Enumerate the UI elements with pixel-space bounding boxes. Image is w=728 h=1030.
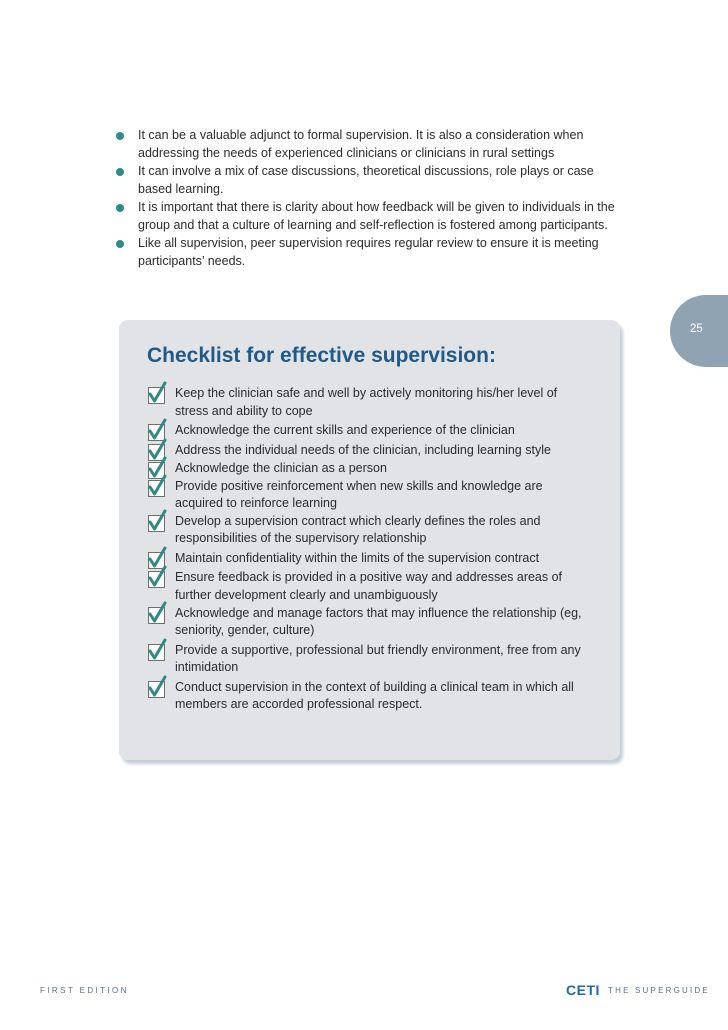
checklist-item (146, 460, 586, 478)
bullet-item (116, 127, 616, 162)
bullet-dot-icon (116, 132, 124, 140)
footer-edition: FIRST EDITION (40, 986, 129, 995)
checklist-item-text: Address the individual needs of the clinician, including learning style (175, 442, 551, 457)
checklist-item-text: Develop a supervision contract which clearly defines the roles and responsibilities of the supervisory relationship (175, 513, 541, 545)
checklist-item-text: Acknowledge the clinician as a person (175, 460, 387, 475)
checklist-item-text: Provide a supportive, professional but friendly environment, free from any intimidation (175, 642, 581, 674)
checklist-item-text: Acknowledge the current skills and experience of the clinician (175, 423, 515, 437)
checklist-item-text: Ensure feedback is provided in a positive way and addresses areas of further development clearly and unambiguously (175, 570, 563, 602)
checkmark-icon (148, 480, 165, 497)
bullet-item (116, 199, 616, 234)
bullet-text: It is important that there is clarity about how feedback will be given to individuals in the group and that a culture of learning and self-reflection is fostered among participants. (138, 200, 615, 232)
checklist-item (146, 642, 586, 677)
checkmark-icon (148, 515, 165, 532)
bullet-dot-icon (116, 168, 124, 176)
checkmark-icon (148, 387, 165, 404)
checklist-item (146, 422, 586, 440)
checklist-item (146, 550, 586, 568)
checklist-item (146, 679, 586, 714)
checklist-item-text: Conduct supervision in the context of building a clinical team in which all members are accorded professional respect. (175, 679, 574, 711)
checklist-title: Checklist for effective supervision: (147, 344, 496, 367)
checklist-item-text: Acknowledge and manage factors that may influence the relationship (eg, seniority, gender, culture) (175, 605, 582, 637)
checkmark-icon (148, 681, 165, 698)
footer-logo: CETI (566, 982, 600, 998)
bullet-text: It can be a valuable adjunct to formal supervision. It is also a consideration when addressing the needs of experienced clinicians or clinicians in rural settings (138, 128, 584, 160)
intro-bullet-list (116, 127, 616, 271)
bullet-item (116, 163, 616, 198)
checklist-item-text: Keep the clinician safe and well by actively monitoring his/her level of stress and ability to cope (175, 386, 558, 418)
checklist-item (146, 442, 586, 460)
checklist-item (146, 478, 586, 513)
bullet-text: Like all supervision, peer supervision requires regular review to ensure it is meeting participants’ needs. (138, 236, 599, 268)
footer-guide-title: THE SUPERGUIDE (608, 986, 710, 995)
checklist (146, 385, 586, 716)
page-number: 25 (690, 323, 703, 335)
bullet-item (116, 235, 616, 270)
checklist-item (146, 513, 586, 548)
bullet-dot-icon (116, 240, 124, 248)
checklist-item (146, 569, 586, 604)
checkmark-icon (148, 644, 165, 661)
checklist-item (146, 605, 586, 640)
checklist-item (146, 385, 586, 420)
checklist-item-text: Provide positive reinforcement when new skills and knowledge are acquired to reinforce learning (175, 478, 543, 510)
bullet-dot-icon (116, 204, 124, 212)
bullet-text: It can involve a mix of case discussions, theoretical discussions, role plays or case based learning. (138, 164, 594, 196)
checklist-item-text: Maintain confidentiality within the limits of the supervision contract (175, 550, 540, 565)
checkmark-icon (148, 607, 165, 624)
checkmark-icon (148, 571, 165, 588)
